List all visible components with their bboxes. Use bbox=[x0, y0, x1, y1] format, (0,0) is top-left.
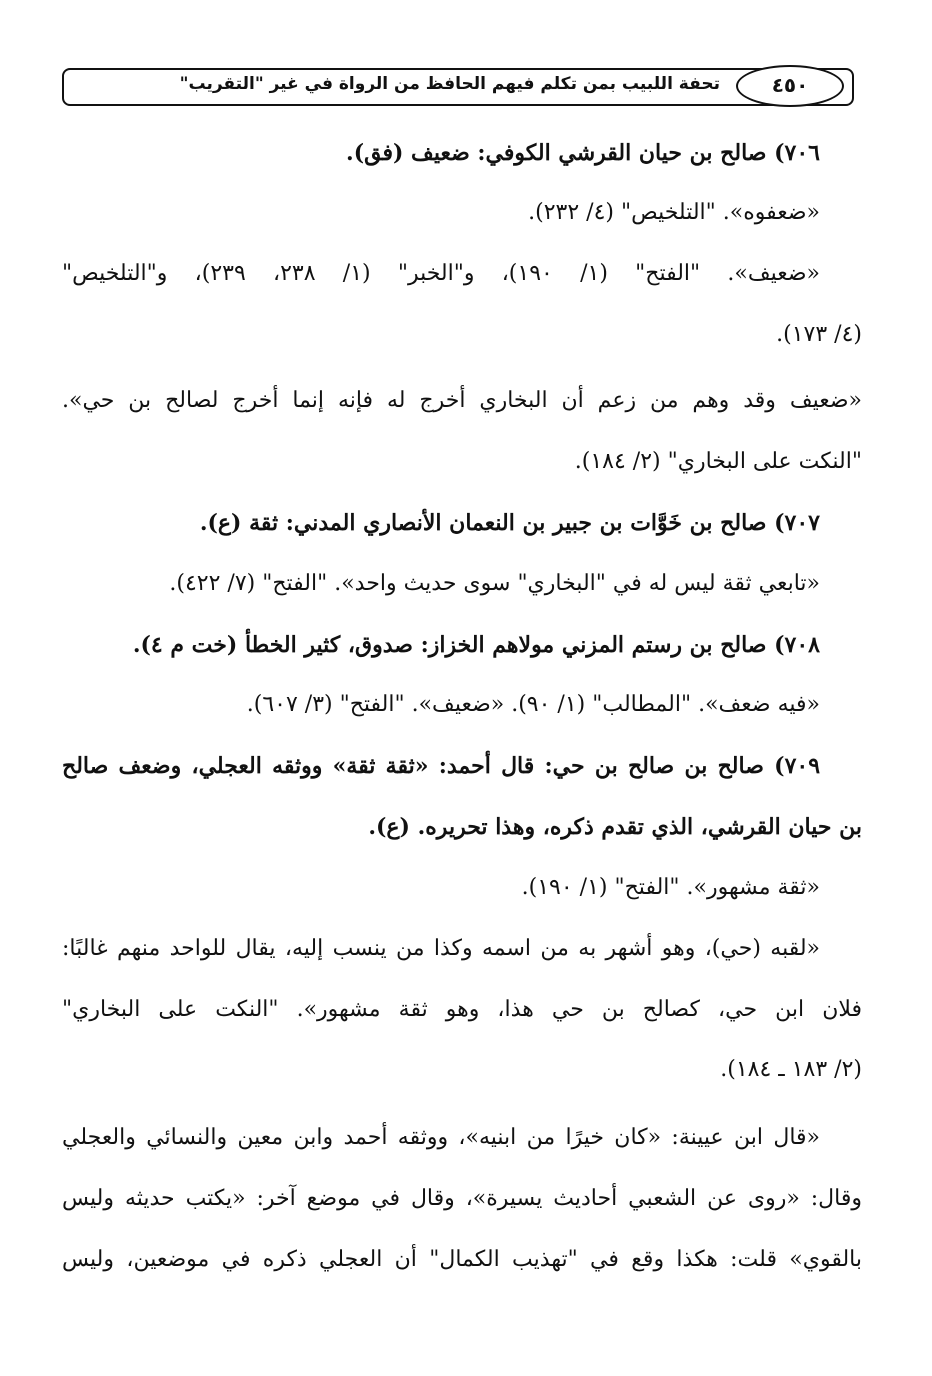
entry-709-quote-2-ref: (٢/ ١٨٣ ـ ١٨٤). bbox=[720, 1057, 862, 1082]
entry-706-quote-2-cont: (٤/ ١٧٣). bbox=[776, 322, 862, 347]
entry-708-heading: ٧٠٨) صالح بن رستم المزني مولاهم الخزاز: صدوق، كثير الخطأ (خت م ٤). bbox=[132, 632, 820, 658]
entry-709-quote-2: «لقبه (حي)، وهو أشهر به من اسمه وكذا من ينسب إليه، يقال للواحد منهم غالبًا: bbox=[62, 936, 820, 961]
entry-707-quote: «تابعي ثقة ليس له في "البخاري" سوى حديث واحد». "الفتح" (٧/ ٤٢٢). bbox=[169, 571, 820, 596]
page-number: ٤٥٠ bbox=[736, 65, 844, 107]
entry-709-quote-2-cont: فلان ابن حي، كصالح بن حي هذا، وهو ثقة مشهور». "النكت على البخاري" bbox=[62, 997, 862, 1022]
entry-706-quote-2: «ضعيف». "الفتح" (١/ ١٩٠)، و"الخبر" (١/ ٢٣٨، ٢٣٩)، و"التلخيص" bbox=[62, 261, 820, 286]
entry-709-quote-3-cont-2: بالقوي» قلت: هكذا وقع في "تهذيب الكمال" أن العجلي ذكره في موضعين، وليس bbox=[62, 1247, 862, 1272]
entry-706-quote-1: «ضعفوه». "التلخيص" (٤/ ٢٣٢). bbox=[528, 200, 820, 225]
running-header bbox=[62, 68, 854, 106]
book-title: تحفة اللبيب بمن تكلم فيهم الحافظ من الرواة في غير "التقريب" bbox=[179, 74, 720, 94]
entry-706-quote-3: «ضعيف وقد وهم من زعم أن البخاري أخرج له فإنه إنما أخرج لصالح بن حي». bbox=[62, 388, 862, 413]
entry-707-heading: ٧٠٧) صالح بن خَوَّات بن جبير بن النعمان الأنصاري المدني: ثقة (ع). bbox=[199, 510, 820, 536]
entry-706-heading: ٧٠٦) صالح بن حيان القرشي الكوفي: ضعيف (فق). bbox=[346, 140, 820, 166]
entry-709-heading-cont: بن حيان القرشي، الذي تقدم ذكره، وهذا تحريره. (ع). bbox=[368, 814, 862, 840]
entry-709-quote-1: «ثقة مشهور». "الفتح" (١/ ١٩٠). bbox=[521, 875, 820, 900]
entry-709-heading: ٧٠٩) صالح بن صالح بن حي: قال أحمد: «ثقة ثقة» ووثقه العجلي، وضعف صالح bbox=[62, 753, 821, 779]
entry-708-quote: «فيه ضعف». "المطالب" (١/ ٩٠). «ضعيف». "الفتح" (٣/ ٦٠٧). bbox=[246, 692, 820, 717]
entry-709-quote-3-cont-1: وقال: «روى عن الشعبي أحاديث يسيرة»، وقال في موضع آخر: «يكتب حديثه وليس bbox=[62, 1186, 862, 1211]
entry-709-quote-3: «قال ابن عيينة: «كان خيرًا من ابنيه»، ووثقه أحمد وابن معين والنسائي والعجلي bbox=[62, 1125, 820, 1150]
entry-706-quote-3-ref: "النكت على البخاري" (٢/ ١٨٤). bbox=[574, 449, 862, 474]
